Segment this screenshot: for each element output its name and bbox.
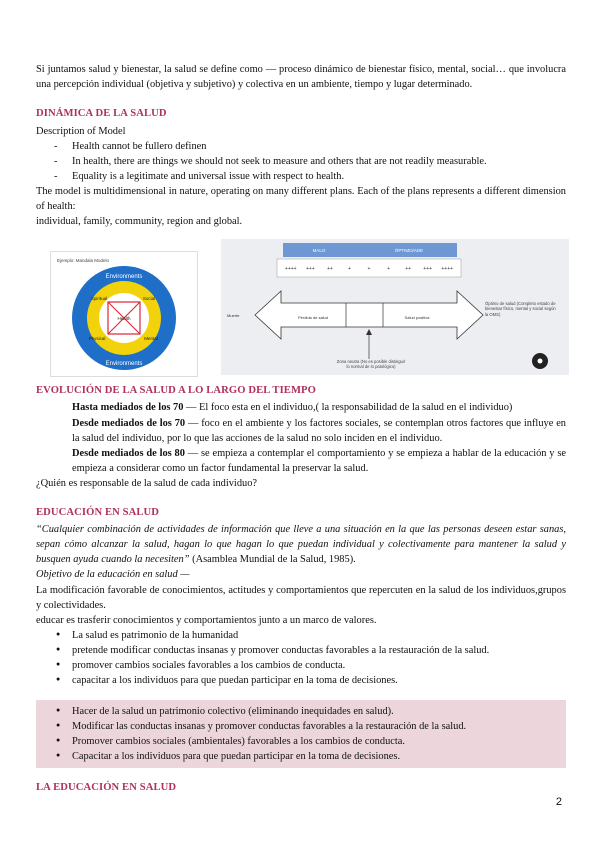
evolution-item: Desde mediados de los 80 — se empieza a contemplar el comportamiento y se empieza a hablar de la educación y se empieza a considerar como un factor fundamental la preservar la salud. <box>72 447 566 474</box>
objective-paragraph: La modificación favorable de conocimientos, actitudes y comportamientos que repercuten en la salud de los individuos,grupos y colectividades. <box>36 584 566 611</box>
model-plans: individual, family, community, region and global. <box>36 215 243 227</box>
model-subtitle: Description of Model <box>36 125 126 137</box>
evolution-item: Hasta mediados de los 70 — El foco esta en el individuo,( la responsabilidad de la salud en el individuo) <box>72 402 513 414</box>
model-paragraph: The model is multidimensional in nature, operating on many different plans. Each of the plans represents a different dimension of health: <box>36 185 566 212</box>
responsibility-question: ¿Quién es responsable de la salud de cada individuo? <box>36 477 258 489</box>
scale-mark: ++ <box>326 266 333 273</box>
highlight-box <box>36 700 566 768</box>
bar-right-label: ÓPTIMO/ADE <box>394 248 424 254</box>
scale-marks <box>285 266 453 272</box>
health-continuum-figure <box>221 239 569 375</box>
educar-paragraph: educar es trasferir conocimientos y comportamientos junto a un marco de valores. <box>36 614 377 626</box>
list-item: ● pretende modificar conductas insanas y promover conductas favorables a la restauración de la salud. <box>36 643 566 658</box>
spiritual-label: Spiritual <box>90 296 108 302</box>
positive-label: Salud positiva <box>404 315 430 321</box>
list-item: ● Hacer de la salud un patrimonio colectivo (eliminando inequidades en salud). <box>36 704 556 719</box>
scale-mark: ++ <box>405 266 412 273</box>
bar-left-label: MALO <box>312 248 326 254</box>
health-label: Health <box>117 316 131 322</box>
list-item: ● Capacitar a los individuos para que puedan participar en la toma de decisiones. <box>36 749 556 764</box>
figure-caption: Ejemplo: Mandala Modelo <box>57 258 110 264</box>
scale-mark: + <box>347 266 351 273</box>
list-item: - Equality is a legitimate and universal issue with respect to health. <box>36 169 566 184</box>
optimum-label: Óptimo de salud (Completo estado de bienestar físico, mental y social según la OMS) <box>485 301 556 317</box>
list-item: - In health, there are things we should not seek to measure and others that are not readily measurable. <box>36 154 566 169</box>
mental-label: Mental <box>144 336 158 342</box>
objective-heading: Objetivo de la educación en salud — <box>36 569 190 581</box>
loss-label: Pérdida de salud <box>297 315 329 321</box>
education-bullets <box>36 628 566 688</box>
section-title-educacion: EDUCACIÓN EN SALUD <box>36 506 160 518</box>
who-quote: “Cualquier combinación de actividades de información que lleve a una situación en la que las personas deseen estar sanas, sepan cómo alcanzar la salud, hagan lo que hagan lo que puedan individual y colectivamente para mantener la salud y busquen ayuda cuando la necesiten” (Asamblea Mundial de la Salud, 1985). <box>36 524 566 566</box>
section-title-dinamica: DINÁMICA DE LA SALUD <box>36 108 167 120</box>
scale-mark: +++ <box>305 266 315 273</box>
mandala-figure <box>50 251 198 377</box>
section-title-la-educacion: LA EDUCACIÓN EN SALUD <box>36 782 177 794</box>
page-number: 2 <box>555 796 562 808</box>
list-item: ● capacitar a los individuos para que puedan participar en la toma de decisiones. <box>36 673 566 688</box>
scale-mark: + <box>387 266 391 273</box>
intro-paragraph: Si juntamos salud y bienestar, la salud se define como — proceso dinámico de bienestar físico, mental, social… que involucra una percepción individual (objetiva y subjetivo) y colectiva en un ambiente, tiempo y lugar determinado. <box>36 64 566 91</box>
scale-mark: +++ <box>423 266 433 273</box>
list-item: ● promover cambios sociales favorables a los cambios de conducta. <box>36 658 566 673</box>
neutral-zone-label: Zona neutra (No es posible distinguir lo normal de lo patológico) <box>336 359 406 370</box>
list-item: ● La salud es patrimonio de la humanidad <box>36 628 566 643</box>
physical-label: Physical <box>88 336 106 342</box>
scale-mark: + <box>367 266 371 273</box>
page-content <box>36 62 566 798</box>
scale-mark: ++++ <box>284 266 297 273</box>
list-item: - Health cannot be fullero definen <box>36 139 566 154</box>
environments-bottom-label: Environments <box>105 361 143 368</box>
list-item: ● Modificar las conductas insanas y promover conductas favorables a la restauración de la salud. <box>36 719 556 734</box>
death-label: Muerte <box>227 313 240 319</box>
model-list <box>36 139 566 184</box>
camera-icon <box>538 359 543 364</box>
section-title-evolucion: EVOLUCIÓN DE LA SALUD A LO LARGO DEL TIEMPO <box>36 385 316 397</box>
social-label: Social <box>142 296 156 302</box>
scale-mark: ++++ <box>441 266 454 273</box>
figures-row <box>36 239 566 379</box>
evolution-item: Desde mediados de los 70 — foco en el ambiente y los factores sociales, se contemplan otros factores que influye en la salud del individuo, por lo que las acciones de la salud no solo inciden en el individuo. <box>72 417 566 444</box>
environments-top-label: Environments <box>105 274 143 281</box>
list-item: ● Promover cambios sociales (ambientales) favorables a los cambios de conducta. <box>36 734 556 749</box>
